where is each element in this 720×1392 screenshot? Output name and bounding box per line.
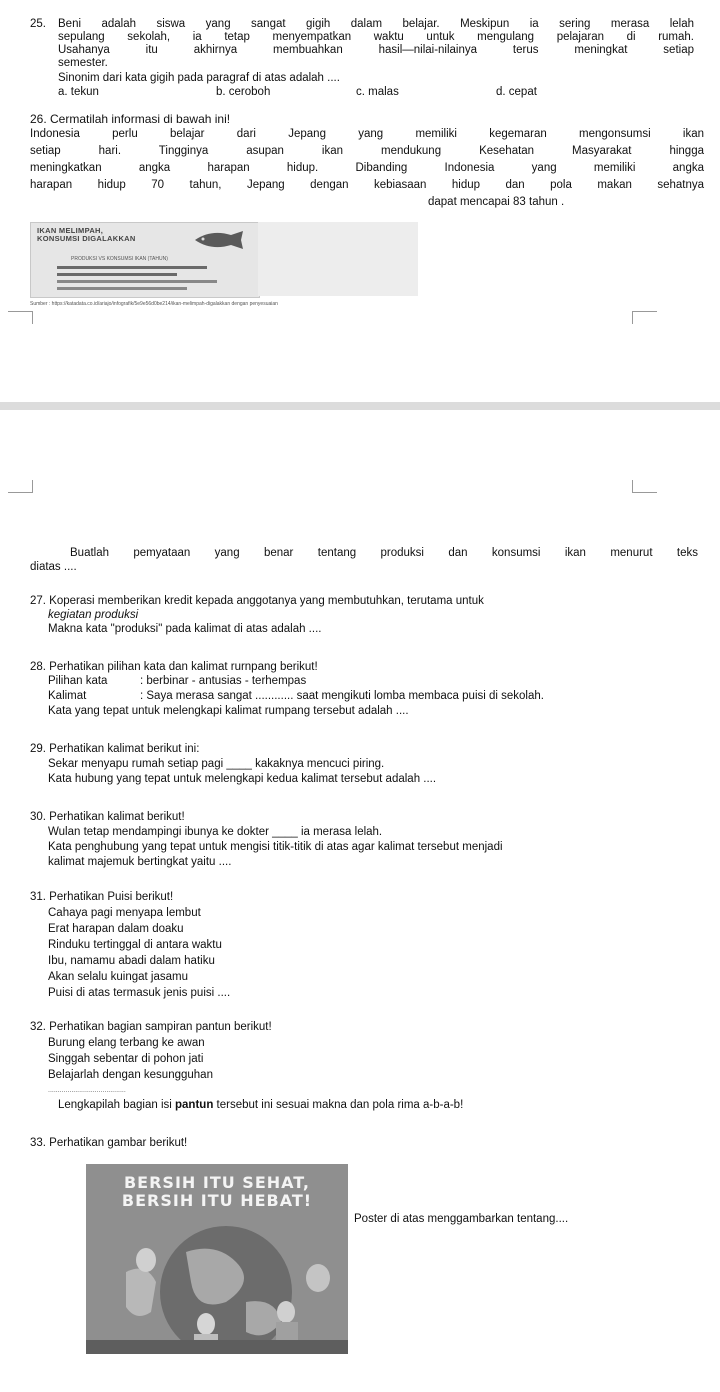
q26-paragraph-line-1: Indonesia perlu belajar dari Jepang yang memiliki kegemaran mengonsumsi ikan bbox=[30, 128, 704, 140]
q25-option-d[interactable]: d. cepat bbox=[496, 86, 537, 98]
q26-paragraph-line-5: dapat mencapai 83 tahun . bbox=[428, 196, 565, 208]
globe-with-people-illustration bbox=[86, 1212, 348, 1354]
q28-question: Kata yang tepat untuk melengkapi kalimat rumpang tersebut adalah .... bbox=[48, 705, 409, 717]
q30-line-1: 30. Perhatikan kalimat berikut! bbox=[30, 811, 185, 823]
q29-line-3: Kata hubung yang tepat untuk melengkapi kedua kalimat tersebut adalah .... bbox=[48, 773, 437, 785]
consumption-bar bbox=[57, 273, 177, 276]
q30-line-4: kalimat majemuk bertingkat yaitu .... bbox=[48, 856, 232, 868]
q32-line-1: 32. Perhatikan bagian sampiran pantun berikut! bbox=[30, 1021, 272, 1033]
q33-line-1: 33. Perhatikan gambar berikut! bbox=[30, 1137, 188, 1149]
q32-question-suffix: tersebut ini sesuai makna dan pola rima a-b-a-b! bbox=[213, 1099, 464, 1111]
q25-option-a[interactable]: a. tekun bbox=[58, 86, 99, 98]
q28-line-1: 28. Perhatikan pilihan kata dan kalimat rurnpang berikut! bbox=[30, 661, 318, 673]
infographic-source: Sumber : https://katadata.co.id/ariajo/infografik/5e9e56d0be214/ikan-melimpah-digalakkan dengan penyesuaian bbox=[30, 301, 278, 307]
pantun-line-2: Singgah sebentar di pohon jati bbox=[48, 1053, 204, 1065]
poem-line-1: Cahaya pagi menyapa lembut bbox=[48, 907, 201, 919]
q28-label-choice: Pilihan kata bbox=[48, 675, 108, 687]
corner-bracket-bottom-left bbox=[8, 480, 33, 493]
poem-line-5: Akan selalu kuingat jasamu bbox=[48, 971, 188, 983]
infographic-subtitle: PRODUKSI VS KONSUMSI IKAN (TAHUN) bbox=[71, 256, 168, 262]
q28-choice-value: : berbinar - antusias - terhempas bbox=[140, 675, 307, 687]
infographic-title: IKAN MELIMPAH, KONSUMSI DIGALAKKAN bbox=[37, 226, 136, 243]
q30-line-2: Wulan tetap mendampingi ibunya ke dokter ____ ia merasa lelah. bbox=[48, 826, 383, 838]
q26-heading: 26. Cermatilah informasi di bawah ini! bbox=[30, 112, 231, 126]
q27-line-1: 27. Koperasi memberikan kredit kepada anggotanya yang membutuhkan, terutama untuk bbox=[30, 595, 484, 607]
q29-line-1: 29. Perhatikan kalimat berikut ini: bbox=[30, 743, 200, 755]
poem-line-4: Ibu, namamu abadi dalam hatiku bbox=[48, 955, 215, 967]
consumption-bar-2 bbox=[57, 287, 187, 290]
section-divider bbox=[0, 402, 720, 410]
pantun-blank-line: ........................................ bbox=[48, 1087, 126, 1094]
q25-option-b[interactable]: b. ceroboh bbox=[216, 86, 271, 98]
q30-line-3: Kata penghubung yang tepat untuk mengisi titik-titik di atas agar kalimat tersebut menjadi bbox=[48, 841, 503, 853]
q26-question-line-1: Buatlah pemyataan yang benar tentang produksi dan konsumsi ikan menurut teks bbox=[70, 547, 698, 559]
poem-line-3: Rinduku tertinggal di antara waktu bbox=[48, 939, 222, 951]
production-bar bbox=[57, 266, 207, 269]
poster-title-line-1: BERSIH ITU SEHAT, bbox=[123, 1173, 310, 1192]
q32-question bbox=[58, 1098, 463, 1112]
q33-question: Poster di atas menggambarkan tentang.... bbox=[354, 1213, 569, 1225]
pantun-line-1: Burung elang terbang ke awan bbox=[48, 1037, 205, 1049]
q25-paragraph-line-1: Beni adalah siswa yang sangat gigih dalam belajar. Meskipun ia sering merasa lelah bbox=[58, 18, 694, 30]
q27-line-3: Makna kata "produksi" pada kalimat di atas adalah .... bbox=[48, 623, 322, 635]
q26-paragraph-line-2: setiap hari. Tingginya asupan ikan mendukung Kesehatan Masyarakat hingga bbox=[30, 145, 704, 157]
faded-text-block bbox=[258, 222, 418, 296]
clean-earth-poster bbox=[86, 1164, 348, 1354]
fish-icon bbox=[191, 229, 251, 251]
q25-paragraph-line-2: sepulang sekolah, ia tetap menyempatkan waktu untuk mengulang pelajaran di rumah. bbox=[58, 31, 694, 43]
corner-bracket-bottom-right bbox=[632, 480, 657, 493]
q32-question-prefix: Lengkapilah bagian isi bbox=[58, 1099, 176, 1111]
q25-paragraph-line-3: Usahanya itu akhirnya membuahkan hasil—nilai-nilainya terus meningkat setiap bbox=[58, 44, 694, 56]
q27-line-2: kegiatan produksi bbox=[48, 609, 139, 621]
fish-infographic bbox=[30, 222, 260, 298]
poem-line-2: Erat harapan dalam doaku bbox=[48, 923, 184, 935]
q25-option-c[interactable]: c. malas bbox=[356, 86, 399, 98]
q29-line-2: Sekar menyapu rumah setiap pagi ____ kakaknya mencuci piring. bbox=[48, 758, 385, 770]
q25-number: 25. bbox=[30, 18, 46, 30]
corner-bracket-top-right bbox=[632, 311, 657, 324]
q31-line-1: 31. Perhatikan Puisi berikut! bbox=[30, 891, 174, 903]
q25-paragraph-line-4: semester. bbox=[58, 57, 108, 69]
corner-bracket-top-left bbox=[8, 311, 33, 324]
q25-question: Sinonim dari kata gigih pada paragraf di atas adalah .... bbox=[58, 72, 340, 84]
q32-question-bold: pantun bbox=[175, 1099, 214, 1111]
q26-paragraph-line-3: meningkatkan angka harapan hidup. Dibanding Indonesia yang memiliki angka bbox=[30, 162, 704, 174]
q31-question: Puisi di atas termasuk jenis puisi .... bbox=[48, 987, 231, 999]
q26-question-line-2: diatas .... bbox=[30, 561, 77, 573]
q26-paragraph-line-4: harapan hidup 70 tahun, Jepang dengan kebiasaan hidup dan pola makan sehatnya bbox=[30, 179, 704, 191]
q28-sentence-value: : Saya merasa sangat ............ saat mengikuti lomba membaca puisi di sekolah. bbox=[140, 690, 544, 702]
production-bar-2 bbox=[57, 280, 217, 283]
pantun-line-3: Belajarlah dengan kesungguhan bbox=[48, 1069, 213, 1081]
poster-title-line-2: BERSIH ITU HEBAT! bbox=[121, 1191, 313, 1210]
q28-label-sentence: Kalimat bbox=[48, 690, 87, 702]
